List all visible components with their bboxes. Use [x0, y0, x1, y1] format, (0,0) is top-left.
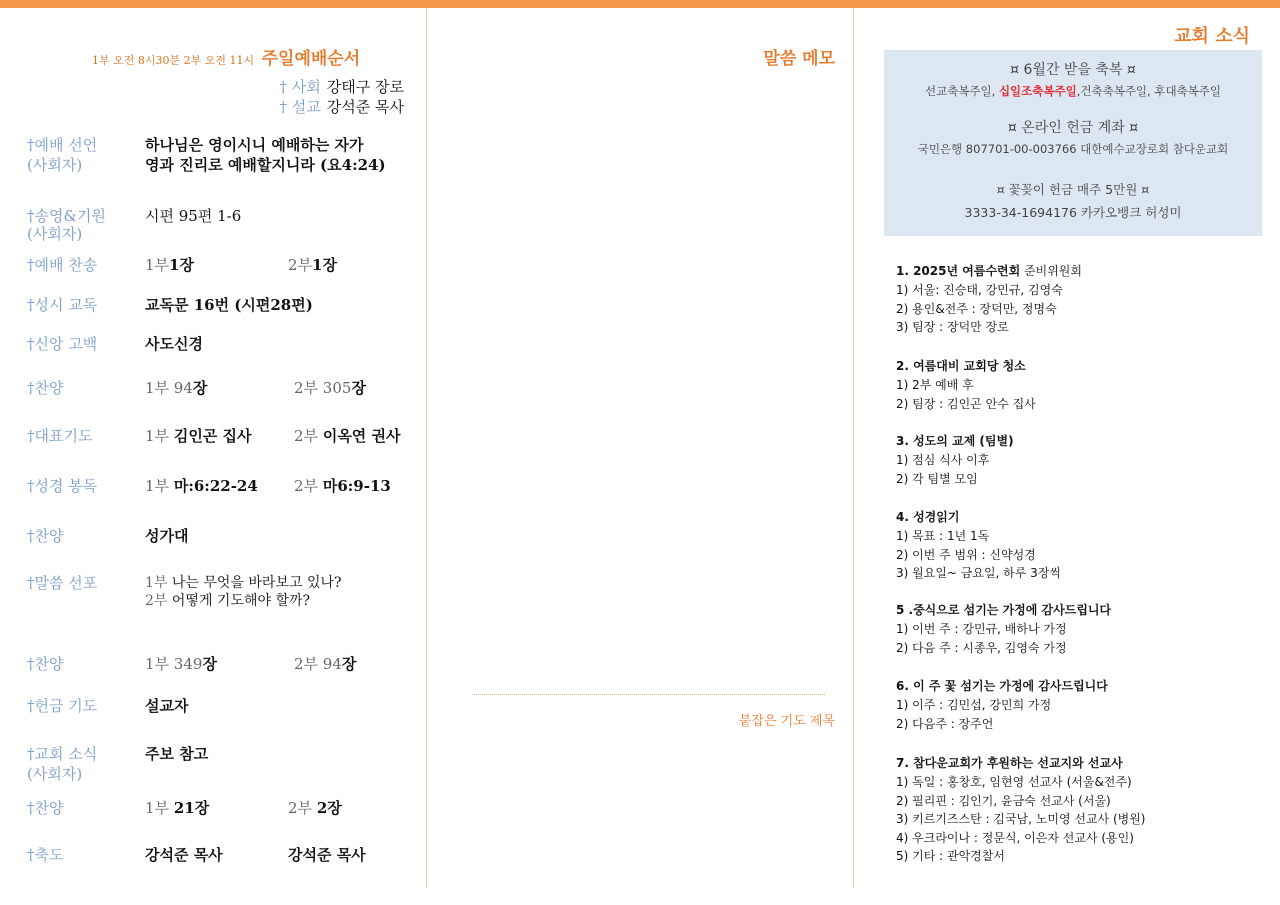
service2-prefix: 2부	[145, 593, 168, 609]
service2-value: 마6:9-13	[322, 477, 391, 495]
order-value: 주보 참고	[145, 745, 209, 763]
order-label: †예배 선언	[27, 136, 98, 154]
church-news-title: 교회 소식	[1174, 26, 1250, 47]
order-sublabel: (사회자)	[27, 765, 83, 783]
news-item-7: 7. 참다운교회가 후원하는 선교지와 선교사 1) 독일 : 홍창호, 임현영 선교사 (서울&전주) 2) 필리핀 : 김인기, 윤금숙 선교사 (서울) 3) 키르기즈스탄 : 김국남, 노미영 선교사 (병원) 4) 우크라이나 : 정문식, 이은자 선교사 (용인) 5) 기타 : 관악경찰서	[896, 754, 1146, 866]
order-value: 성가대	[145, 527, 189, 545]
preacher-line	[280, 96, 404, 117]
order-value-line2: 영과 진리로 예배할지니라 (요4:24)	[145, 156, 386, 174]
news-line: 2) 필리핀 : 김인기, 윤금숙 선교사 (서울)	[896, 793, 1111, 808]
service2-value: 장	[351, 379, 366, 397]
service-times: 1부 오전 8시30분 2부 오전 11시	[92, 54, 255, 67]
news-line: 5) 기타 : 관악경찰서	[896, 849, 1005, 863]
news-line: 3) 키르기즈스탄 : 김국남, 노미영 선교사 (병원)	[896, 812, 1146, 826]
order-label: †송영&기원	[27, 207, 106, 225]
online-offering-account: 국민은행 807701-00-003766 대한예수교장로회 참다운교회	[917, 142, 1229, 156]
news-item-5: 5 .중식으로 섬기는 가정에 감사드립니다 1) 이번 주 : 강민규, 배하나 가정 2) 다음 주 : 시종우, 김영숙 가정	[896, 601, 1111, 657]
service1-value: 21장	[173, 799, 210, 817]
order-sublabel: (사회자)	[27, 225, 83, 243]
service2-prefix: 2부	[294, 427, 319, 445]
prayer-topic-title: 붙잡은 기도 제목	[738, 714, 835, 729]
order-value-line1: 하나님은 영이시니 예배하는 자가	[145, 136, 364, 154]
presider-role: † 사회	[279, 78, 321, 96]
service1-prefix: 1부	[145, 477, 170, 495]
preacher-role: † 설교	[279, 98, 321, 116]
top-accent-bar	[0, 0, 1280, 8]
news-line: 2) 다음 주 : 시종우, 김영숙 가정	[896, 640, 1067, 655]
service1-prefix: 1부	[145, 575, 168, 591]
news-line: 2) 각 팀별 모임	[896, 471, 978, 486]
news-line: 1) 서울: 진승태, 강민규, 김영숙	[896, 283, 1063, 297]
order-label: †성경 봉독	[27, 477, 98, 495]
news-line: 2) 다음주 : 장주언	[896, 716, 994, 731]
service1-value: 1장	[169, 256, 194, 274]
service1-value: 장	[202, 655, 217, 673]
order-label: †신앙 고백	[27, 335, 98, 353]
info-box	[884, 50, 1262, 236]
flower-offering-heading: ¤ 꽃꽂이 헌금 매주 5만원 ¤	[996, 182, 1150, 197]
dotted-separator	[472, 694, 825, 695]
service-times-header	[92, 44, 412, 69]
order-label: †찬양	[27, 799, 64, 817]
order-value: 시편 95편 1-6	[145, 207, 242, 225]
order-label: †말씀 선포	[27, 574, 98, 592]
order-label: †축도	[27, 846, 64, 864]
order-label: †예배 찬송	[27, 256, 98, 274]
order-label: †헌금 기도	[27, 697, 98, 715]
service1-value: 김인곤 집사	[173, 427, 252, 445]
service1-value: 장	[192, 379, 208, 397]
church-news-column	[854, 8, 1280, 905]
news-line: 2) 용인&전주 : 장덕만, 정명숙	[896, 301, 1057, 316]
flower-offering-account: 3333-34-1694176 카카오뱅크 허성미	[964, 205, 1182, 220]
order-value: 교독문 16번 (시편28편)	[145, 296, 313, 314]
tithe-highlight: 십일조축복주일	[998, 84, 1077, 98]
memo-column	[427, 8, 853, 905]
news-item-4: 4. 성경읽기 1) 목표 : 1년 1독 2) 이번 주 범위 : 신약성경 3) 월요일~ 금요일, 하루 3장씩	[896, 508, 1061, 583]
news-line: 1) 이주 : 김민섭, 강민희 가정	[896, 698, 1052, 712]
presider-line	[280, 76, 404, 97]
blessing-text: 선교축복주일, 십일조축복주일,건축축복주일, 후대축복주일	[924, 84, 1221, 98]
service1-prefix: 1부	[145, 427, 170, 445]
service1-value: 마:6:22-24	[173, 477, 258, 495]
order-label: †교회 소식	[27, 745, 98, 763]
service1-prefix: 1부 94	[145, 379, 193, 397]
worship-order-title: 주일예배순서	[261, 49, 361, 69]
sermon-memo-title: 말씀 메모	[763, 49, 835, 69]
service2-value: 장	[341, 655, 357, 673]
service1-prefix: 1부	[145, 799, 170, 817]
service2-value: 2장	[316, 799, 342, 817]
blessing-heading: ¤ 6월간 받을 축복 ¤	[1010, 62, 1136, 78]
service2-prefix: 2부 305	[294, 379, 352, 397]
service2-value: 강석준 목사	[288, 846, 366, 864]
news-line: 1) 목표 : 1년 1독	[896, 529, 990, 543]
order-label: †성시 교독	[27, 296, 98, 314]
sermon-title-2: 어떻게 기도해야 할까?	[171, 593, 311, 609]
service2-prefix: 2부	[288, 256, 313, 274]
order-value: 사도신경	[145, 335, 203, 353]
online-offering-heading: ¤ 온라인 헌금 계좌 ¤	[1007, 120, 1139, 136]
service2-value: 1장	[312, 256, 337, 274]
news-line: 3) 팀장 : 장덕만 장로	[896, 320, 1009, 334]
news-item-2: 2. 여름대비 교회당 청소 1) 2부 예배 후 2) 팀장 : 김인곤 안수 집사	[896, 357, 1036, 413]
order-label: †찬양	[27, 655, 64, 673]
news-line: 1) 2부 예배 후	[896, 378, 974, 392]
news-item-6: 6. 이 주 꽃 섬기는 가정에 감사드립니다 1) 이주 : 김민섭, 강민희 가정 2) 다음주 : 장주언	[896, 677, 1108, 733]
sermon-title-1: 나는 무엇을 바라보고 있나?	[171, 575, 342, 591]
news-line: 2) 팀장 : 김인곤 안수 집사	[896, 396, 1036, 411]
service1-prefix: 1부 349	[145, 655, 203, 673]
news-line: 2) 이번 주 범위 : 신약성경	[896, 547, 1036, 562]
worship-order-column	[0, 8, 426, 905]
order-label: †찬양	[27, 379, 64, 397]
order-sublabel: (사회자)	[27, 156, 83, 174]
news-line: 1) 점심 식사 이후	[896, 453, 990, 467]
news-line: 1) 독일 : 홍창호, 임현영 선교사 (서울&전주)	[896, 775, 1132, 789]
news-item-3: 3. 성도의 교제 (팀별) 1) 점심 식사 이후 2) 각 팀별 모임	[896, 432, 1014, 488]
order-value: 설교자	[145, 697, 189, 715]
service2-prefix: 2부 94	[294, 655, 342, 673]
service2-value: 이옥연 권사	[322, 427, 401, 445]
news-line: 4) 우크라이나 : 정문식, 이은자 선교사 (용인)	[896, 830, 1134, 845]
news-line: 1) 이번 주 : 강민규, 배하나 가정	[896, 622, 1067, 636]
presider-name: 강태구 장로	[326, 78, 404, 96]
service2-prefix: 2부	[288, 799, 313, 817]
news-item-1: 1. 2025년 여름수련회 준비위원회 1) 서울: 진승태, 강민규, 김영숙 2) 용인&전주 : 장덕만, 정명숙 3) 팀장 : 장덕만 장로	[896, 262, 1082, 337]
service1-prefix: 1부	[145, 256, 170, 274]
order-label: †대표기도	[27, 427, 93, 445]
service2-prefix: 2부	[294, 477, 319, 495]
service1-value: 강석준 목사	[145, 846, 223, 864]
order-label: †찬양	[27, 527, 64, 545]
news-line: 3) 월요일~ 금요일, 하루 3장씩	[896, 566, 1061, 580]
preacher-name: 강석준 목사	[326, 98, 404, 116]
